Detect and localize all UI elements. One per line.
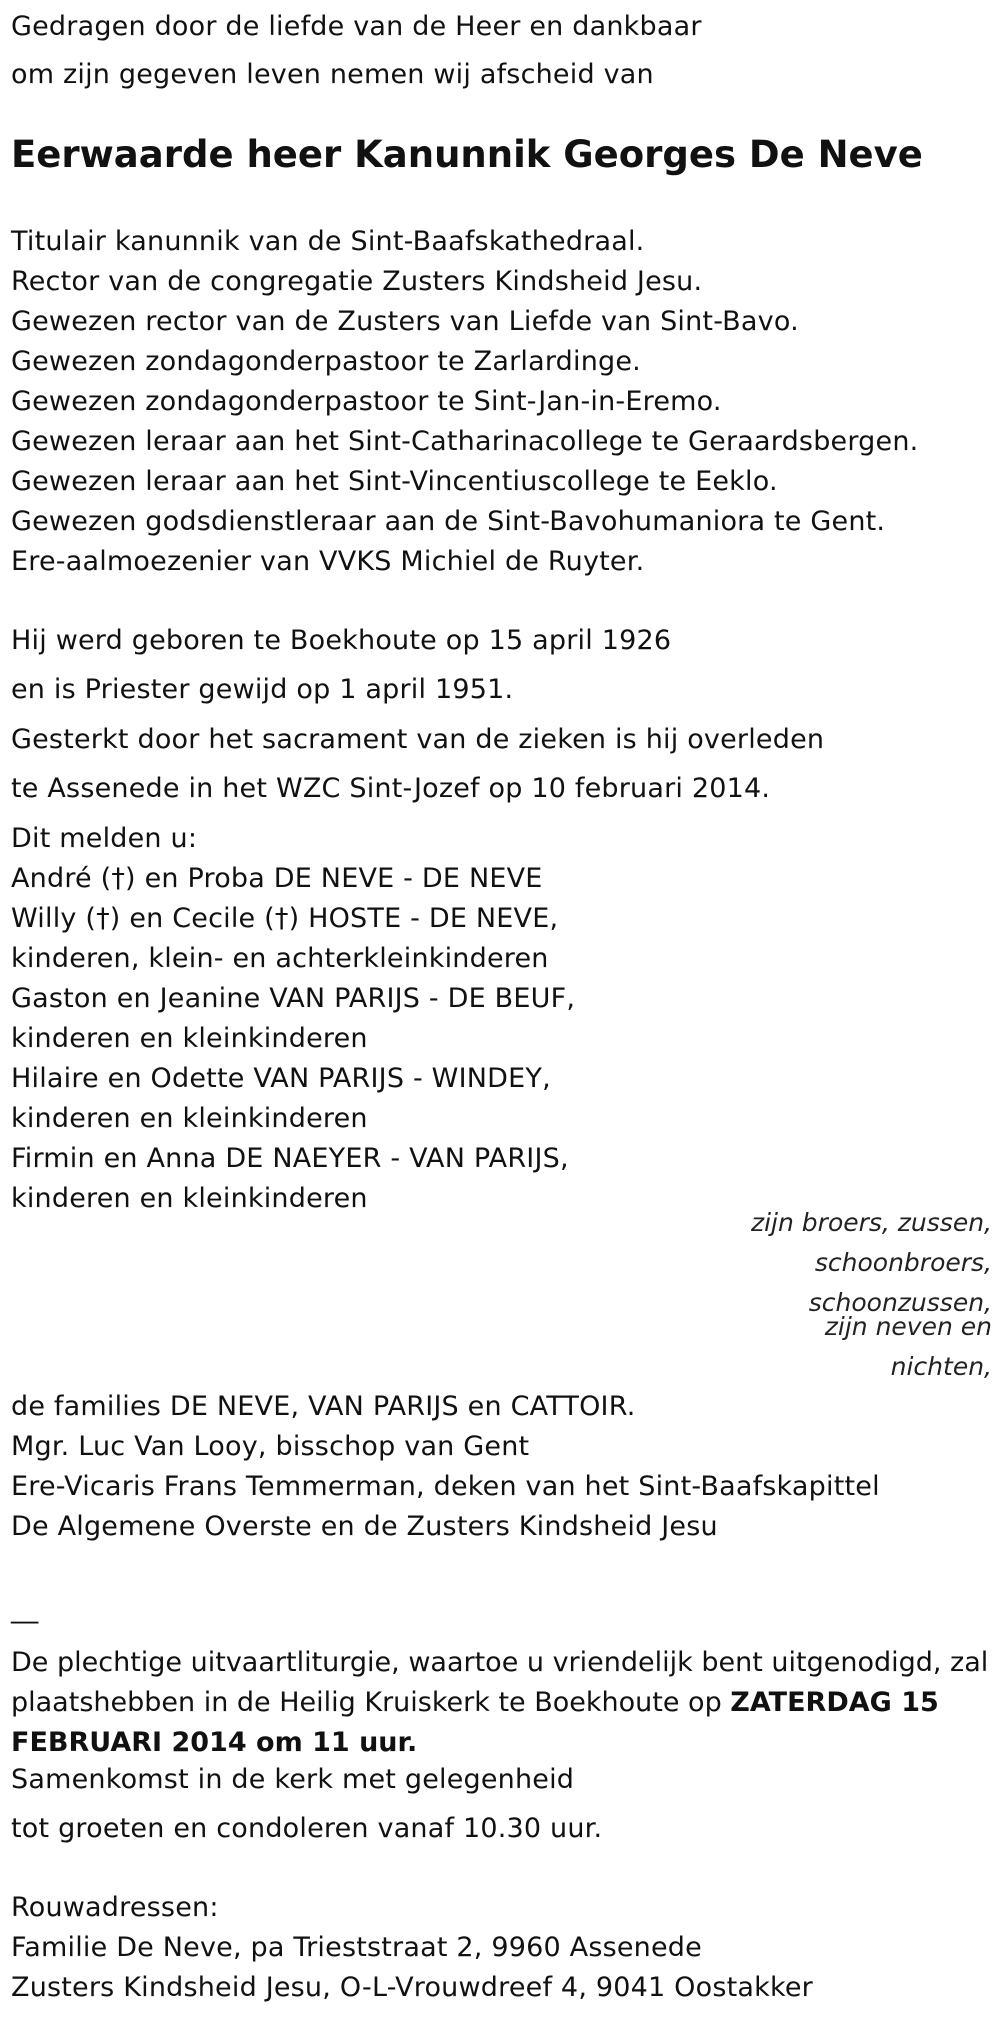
other-line: Ere-Vicaris Frans Temmerman, deken van het Sint-Baafskapittel xyxy=(11,1471,880,1502)
title-line: Titulair kanunnik van de Sint-Baafskathedraal. xyxy=(11,226,645,257)
gathering-line: tot groeten en condoleren vanaf 10.30 uur. xyxy=(11,1813,603,1844)
family-line: Gaston en Jeanine VAN PARIJS - DE BEUF, xyxy=(11,983,576,1014)
other-line: Mgr. Luc Van Looy, bisschop van Gent xyxy=(11,1431,530,1462)
family-line: kinderen en kleinkinderen xyxy=(11,1183,368,1214)
family-line: kinderen, klein- en achterkleinkinderen xyxy=(11,943,549,974)
title-line: Gewezen godsdienstleraar aan de Sint-Bavohumaniora te Gent. xyxy=(11,506,886,537)
relation-line: zijn broers, zussen, xyxy=(750,1208,992,1237)
other-line: De Algemene Overste en de Zusters Kindsheid Jesu xyxy=(11,1511,718,1542)
title-line: Gewezen leraar aan het Sint-Vincentiuscollege te Eeklo. xyxy=(11,466,778,497)
other-line: de families DE NEVE, VAN PARIJS en CATTOIR. xyxy=(11,1391,636,1422)
relation-line: schoonbroers, xyxy=(814,1248,992,1277)
deceased-name: Eerwaarde heer Kanunnik Georges De Neve xyxy=(11,133,923,176)
relation-line: schoonzussen, xyxy=(808,1288,992,1317)
announcers-intro: Dit melden u: xyxy=(11,823,198,854)
funeral-date: ZATERDAG 15 FEBRUARI 2014 om 11 uur. xyxy=(11,1687,939,1758)
intro-line: om zijn gegeven leven nemen wij afscheid van xyxy=(11,59,654,90)
title-line: Gewezen leraar aan het Sint-Catharinacollege te Geraardsbergen. xyxy=(11,426,919,457)
title-line: Rector van de congregatie Zusters Kindsheid Jesu. xyxy=(11,266,703,297)
bio-line: Hij werd geboren te Boekhoute op 15 april 1926 xyxy=(11,625,672,656)
relation-line: nichten, xyxy=(890,1352,992,1381)
addresses-label: Rouwadressen: xyxy=(11,1892,219,1923)
bio-line: te Assenede in het WZC Sint-Jozef op 10 februari 2014. xyxy=(11,773,771,804)
gathering-line: Samenkomst in de kerk met gelegenheid xyxy=(11,1764,575,1795)
separator: __ xyxy=(11,1593,39,1624)
address-line: Zusters Kindsheid Jesu, O-L-Vrouwdreef 4, 9041 Oostakker xyxy=(11,1972,813,2003)
family-line: Firmin en Anna DE NAEYER - VAN PARIJS, xyxy=(11,1143,569,1174)
family-line: kinderen en kleinkinderen xyxy=(11,1103,368,1134)
title-line: Gewezen zondagonderpastoor te Sint-Jan-in-Eremo. xyxy=(11,386,722,417)
intro-line: Gedragen door de liefde van de Heer en dankbaar xyxy=(11,11,702,42)
title-line: Gewezen zondagonderpastoor te Zarlardinge. xyxy=(11,346,641,377)
funeral-text: De plechtige uitvaartliturgie, waartoe u vriendelijk bent uitgenodigd, zal plaatshebben in de Heilig Kruiskerk te Boekhoute op xyxy=(11,1647,989,1718)
family-line: Willy (†) en Cecile (†) HOSTE - DE NEVE, xyxy=(11,903,559,934)
family-line: Hilaire en Odette VAN PARIJS - WINDEY, xyxy=(11,1063,551,1094)
address-line: Familie De Neve, pa Trieststraat 2, 9960 Assenede xyxy=(11,1932,702,1963)
relation-line: zijn neven en xyxy=(824,1312,992,1341)
family-line: kinderen en kleinkinderen xyxy=(11,1023,368,1054)
title-line: Gewezen rector van de Zusters van Liefde van Sint-Bavo. xyxy=(11,306,799,337)
bio-line: Gesterkt door het sacrament van de zieken is hij overleden xyxy=(11,724,825,755)
family-line: André (†) en Proba DE NEVE - DE NEVE xyxy=(11,863,543,894)
funeral-paragraph xyxy=(11,1643,991,1763)
title-line: Ere-aalmoezenier van VVKS Michiel de Ruyter. xyxy=(11,546,645,577)
bio-line: en is Priester gewijd op 1 april 1951. xyxy=(11,674,514,705)
